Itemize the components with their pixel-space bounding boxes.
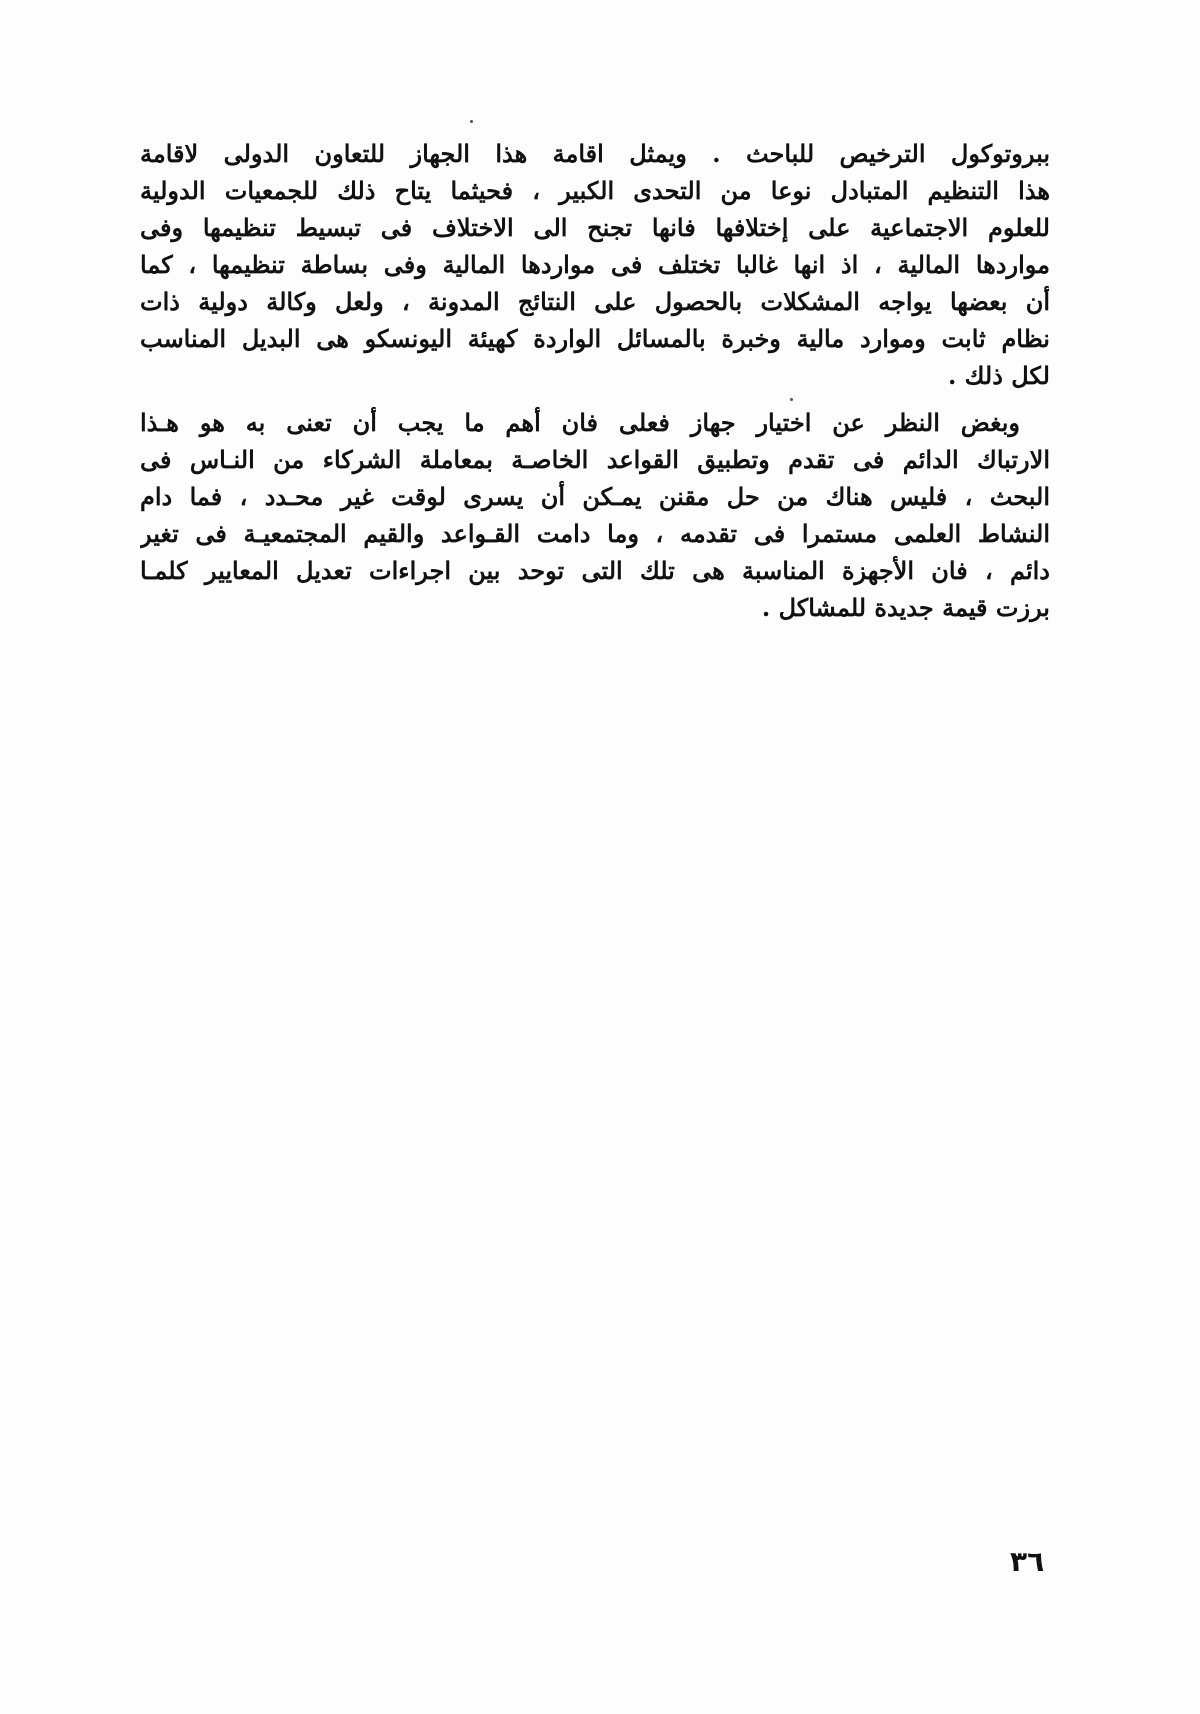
text-line: هذا التنظيم المتبادل نوعا من التحدى الكبير ، فحيثما يتاح ذلك للجمعيات الدولية [140,176,1050,205]
text-line: برزت قيمة جديدة للمشاكل . [761,593,1050,622]
text-line: البحث ، فليس هناك من حل مقنن يمـكن أن يسرى لوقت غير محـدد ، فما دام [140,482,1050,511]
paragraph-1 [140,135,1050,394]
text-line: وبغض النظر عن اختيار جهاز فعلى فان أهم ما يجب أن تعنى به هو هـذا [140,408,1021,437]
paragraph-gap [140,394,1050,404]
text-line: مواردها المالية ، اذ انها غالبا تختلف فى مواردها المالية وفى بساطة تنظيمها ، كما [140,250,1050,279]
scan-speck [790,398,793,401]
body-text [140,135,1050,626]
text-line: ببروتوكول الترخيص للباحث . ويمثل اقامة هذا الجهاز للتعاون الدولى لاقامة [140,139,1050,168]
scan-speck [470,120,473,123]
text-line: للعلوم الاجتماعية على إختلافها فانها تجنح الى الاختلاف فى تبسيط تنظيمها وفى [140,213,1050,242]
text-line: الارتباك الدائم فى تقدم وتطبيق القواعد الخاصـة بمعاملة الشركاء من النـاس فى [140,445,1050,474]
text-line: نظام ثابت وموارد مالية وخبرة بالمسائل الواردة كهيئة اليونسكو هى البديل المناسب [140,324,1050,353]
text-line: أن بعضها يواجه المشكلات بالحصول على النتائج المدونة ، ولعل وكالة دولية ذات [140,287,1050,316]
text-line: دائم ، فان الأجهزة المناسبة هى تلك التى توحد بين اجراءات تعديل المعايير كلمـا [140,556,1050,585]
text-line: النشاط العلمى مستمرا فى تقدمه ، وما دامت القـواعد والقيم المجتمعيـة فى تغير [140,519,1050,548]
text-line: لكل ذلك . [947,361,1050,390]
page-number: ٣٦ [1010,1545,1045,1578]
paragraph-2 [140,404,1050,626]
